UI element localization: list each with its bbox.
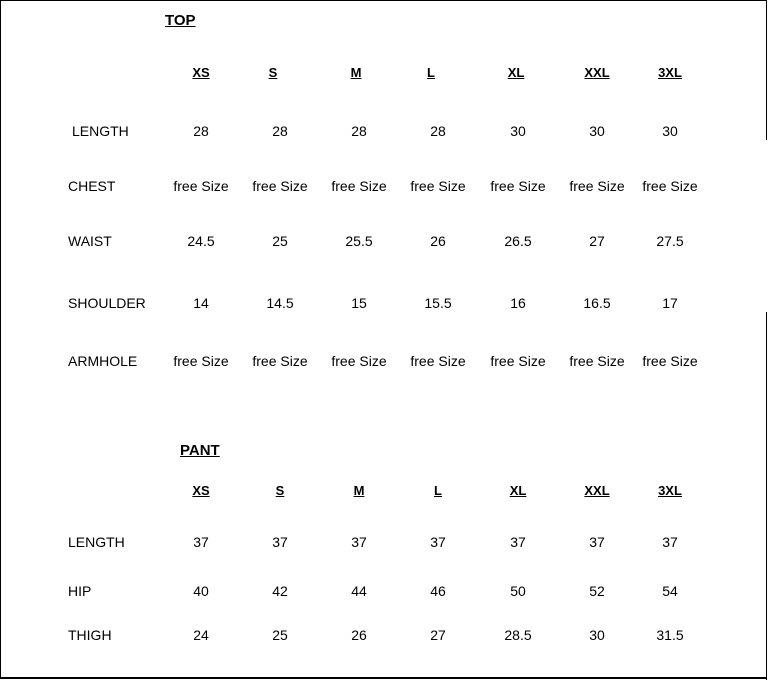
- row-label: THIGH: [68, 627, 112, 643]
- table-cell: free Size: [569, 353, 625, 369]
- pant-size-header: L: [434, 483, 442, 498]
- table-cell: 16.5: [583, 295, 611, 311]
- table-cell: 27: [589, 233, 605, 249]
- table-cell: free Size: [331, 353, 387, 369]
- table-cell: 28: [351, 123, 367, 139]
- top-size-header: L: [427, 65, 435, 80]
- table-cell: 28: [193, 123, 209, 139]
- row-label: ARMHOLE: [68, 353, 138, 369]
- table-cell: 37: [351, 534, 367, 550]
- top-section-title: TOP: [165, 12, 196, 29]
- table-cell: free Size: [173, 178, 229, 194]
- row-label: HIP: [68, 583, 92, 599]
- row-label: SHOULDER: [68, 295, 146, 311]
- pant-size-header: 3XL: [658, 483, 682, 498]
- table-cell: 50: [510, 583, 526, 599]
- table-cell: 40: [193, 583, 209, 599]
- table-cell: 17: [662, 295, 678, 311]
- table-cell: 54: [662, 583, 678, 599]
- table-cell: 37: [430, 534, 446, 550]
- top-size-header: M: [350, 65, 362, 80]
- pant-size-header: M: [353, 483, 365, 498]
- pant-size-header: S: [275, 483, 285, 498]
- table-cell: 28: [430, 123, 446, 139]
- table-cell: 28: [272, 123, 288, 139]
- table-cell: 14: [193, 295, 209, 311]
- row-label: CHEST: [68, 178, 116, 194]
- table-cell: 14.5: [266, 295, 294, 311]
- table-cell: 30: [589, 627, 605, 643]
- table-cell: 16: [510, 295, 526, 311]
- table-cell: 52: [589, 583, 605, 599]
- top-size-header: 3XL: [658, 65, 682, 80]
- table-cell: free Size: [410, 353, 466, 369]
- table-cell: free Size: [252, 353, 308, 369]
- table-cell: free Size: [569, 178, 625, 194]
- table-cell: free Size: [490, 353, 546, 369]
- top-size-header: XL: [507, 65, 525, 80]
- pant-size-header: XXL: [584, 483, 610, 498]
- table-cell: free Size: [331, 178, 387, 194]
- table-cell: 15: [351, 295, 367, 311]
- table-cell: 37: [662, 534, 678, 550]
- top-size-header: S: [268, 65, 278, 80]
- table-cell: 25.5: [345, 233, 373, 249]
- table-cell: 26: [351, 627, 367, 643]
- pant-size-header: XL: [509, 483, 527, 498]
- table-cell: 30: [589, 123, 605, 139]
- table-cell: 27: [430, 627, 446, 643]
- table-cell: free Size: [410, 178, 466, 194]
- table-cell: 30: [662, 123, 678, 139]
- row-label: LENGTH: [72, 123, 129, 139]
- table-cell: 24.5: [187, 233, 215, 249]
- table-cell: 37: [272, 534, 288, 550]
- table-cell: 25: [272, 627, 288, 643]
- table-cell: 42: [272, 583, 288, 599]
- pant-size-header: XS: [192, 483, 210, 498]
- table-cell: free Size: [490, 178, 546, 194]
- table-cell: 26.5: [504, 233, 532, 249]
- table-cell: 28.5: [504, 627, 532, 643]
- table-cell: 15.5: [424, 295, 452, 311]
- table-cell: free Size: [642, 178, 698, 194]
- row-label: WAIST: [68, 233, 112, 249]
- table-cell: 44: [351, 583, 367, 599]
- table-cell: 24: [193, 627, 209, 643]
- table-cell: 37: [589, 534, 605, 550]
- table-cell: free Size: [252, 178, 308, 194]
- table-cell: 26: [430, 233, 446, 249]
- table-cell: 37: [510, 534, 526, 550]
- top-size-header: XS: [192, 65, 210, 80]
- table-cell: 25: [272, 233, 288, 249]
- frame-right-edge: [766, 0, 767, 140]
- row-label: LENGTH: [68, 534, 125, 550]
- table-cell: 27.5: [656, 233, 684, 249]
- table-cell: 31.5: [656, 627, 684, 643]
- table-cell: 46: [430, 583, 446, 599]
- table-cell: free Size: [642, 353, 698, 369]
- table-cell: 30: [510, 123, 526, 139]
- pant-section-title: PANT: [180, 442, 220, 459]
- top-size-header: XXL: [584, 65, 610, 80]
- frame-right-edge: [766, 312, 767, 680]
- table-cell: free Size: [173, 353, 229, 369]
- table-cell: 37: [193, 534, 209, 550]
